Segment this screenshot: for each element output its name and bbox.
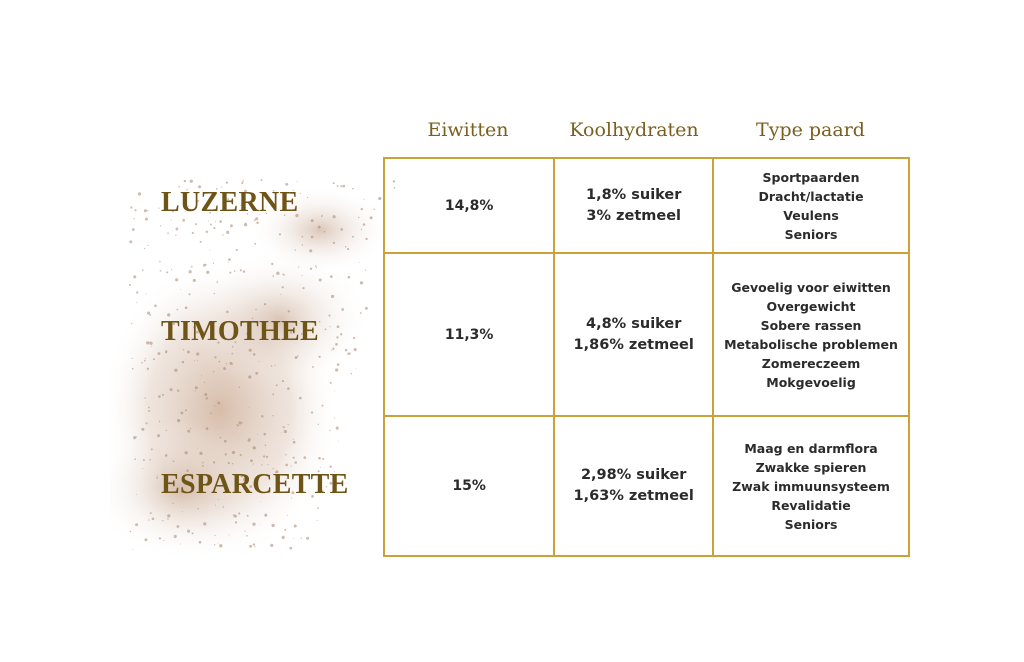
table-row-timothee — [384, 253, 909, 416]
cell-line: Seniors — [784, 516, 838, 532]
cell-type-paard — [713, 158, 909, 253]
cell-line: Dracht/lactatie — [758, 188, 864, 204]
cell-line: 2,98% suiker — [580, 467, 687, 483]
cell-koolhydraten — [554, 416, 713, 556]
cell-line: Zomereczeem — [761, 355, 861, 371]
row-label-timothee: TIMOTHEE — [161, 316, 319, 347]
cell-line: 4,8% suiker — [585, 315, 682, 332]
column-headers — [0, 119, 1024, 149]
cell-line: 3% zetmeel — [586, 207, 682, 224]
cell-line: Metabolische problemen — [724, 336, 898, 352]
cell-line: Sobere rassen — [760, 317, 862, 333]
row-label-luzerne: LUZERNE — [161, 187, 299, 218]
cell-line: Overgewicht — [766, 298, 856, 314]
cell-eiwitten: 15% — [384, 416, 554, 556]
column-header-type-paard: Type paard — [756, 119, 865, 141]
table-row-luzerne — [384, 158, 909, 253]
cell-line: Sportpaarden — [762, 169, 860, 185]
cell-line: Revalidatie — [771, 497, 851, 513]
column-header-eiwitten: Eiwitten — [427, 119, 509, 141]
cell-line: Zwak immuunsysteem — [732, 478, 890, 494]
cell-line: Mokgevoelig — [766, 374, 856, 390]
cell-line: 1,63% zetmeel — [573, 488, 694, 504]
cell-line: Zwakke spieren — [755, 459, 867, 475]
row-label-esparcette: ESPARCETTE — [161, 469, 349, 500]
cell-line: Gevoelig voor eiwitten — [731, 279, 891, 295]
nutrition-table — [383, 157, 910, 557]
cell-line: Maag en darmflora — [744, 440, 878, 456]
cell-koolhydraten — [554, 253, 713, 416]
cell-koolhydraten — [554, 158, 713, 253]
cell-eiwitten: 11,3% — [384, 253, 554, 416]
table-row-esparcette — [384, 416, 909, 556]
cell-type-paard — [713, 253, 909, 416]
cell-line: 1,8% suiker — [585, 186, 682, 203]
cell-type-paard — [713, 416, 909, 556]
cell-eiwitten: 14,8% — [384, 158, 554, 253]
column-header-koolhydraten: Koolhydraten — [569, 119, 699, 141]
cell-line: Seniors — [784, 226, 838, 242]
cell-line: 1,86% zetmeel — [573, 336, 694, 353]
cell-line: Veulens — [783, 207, 839, 223]
